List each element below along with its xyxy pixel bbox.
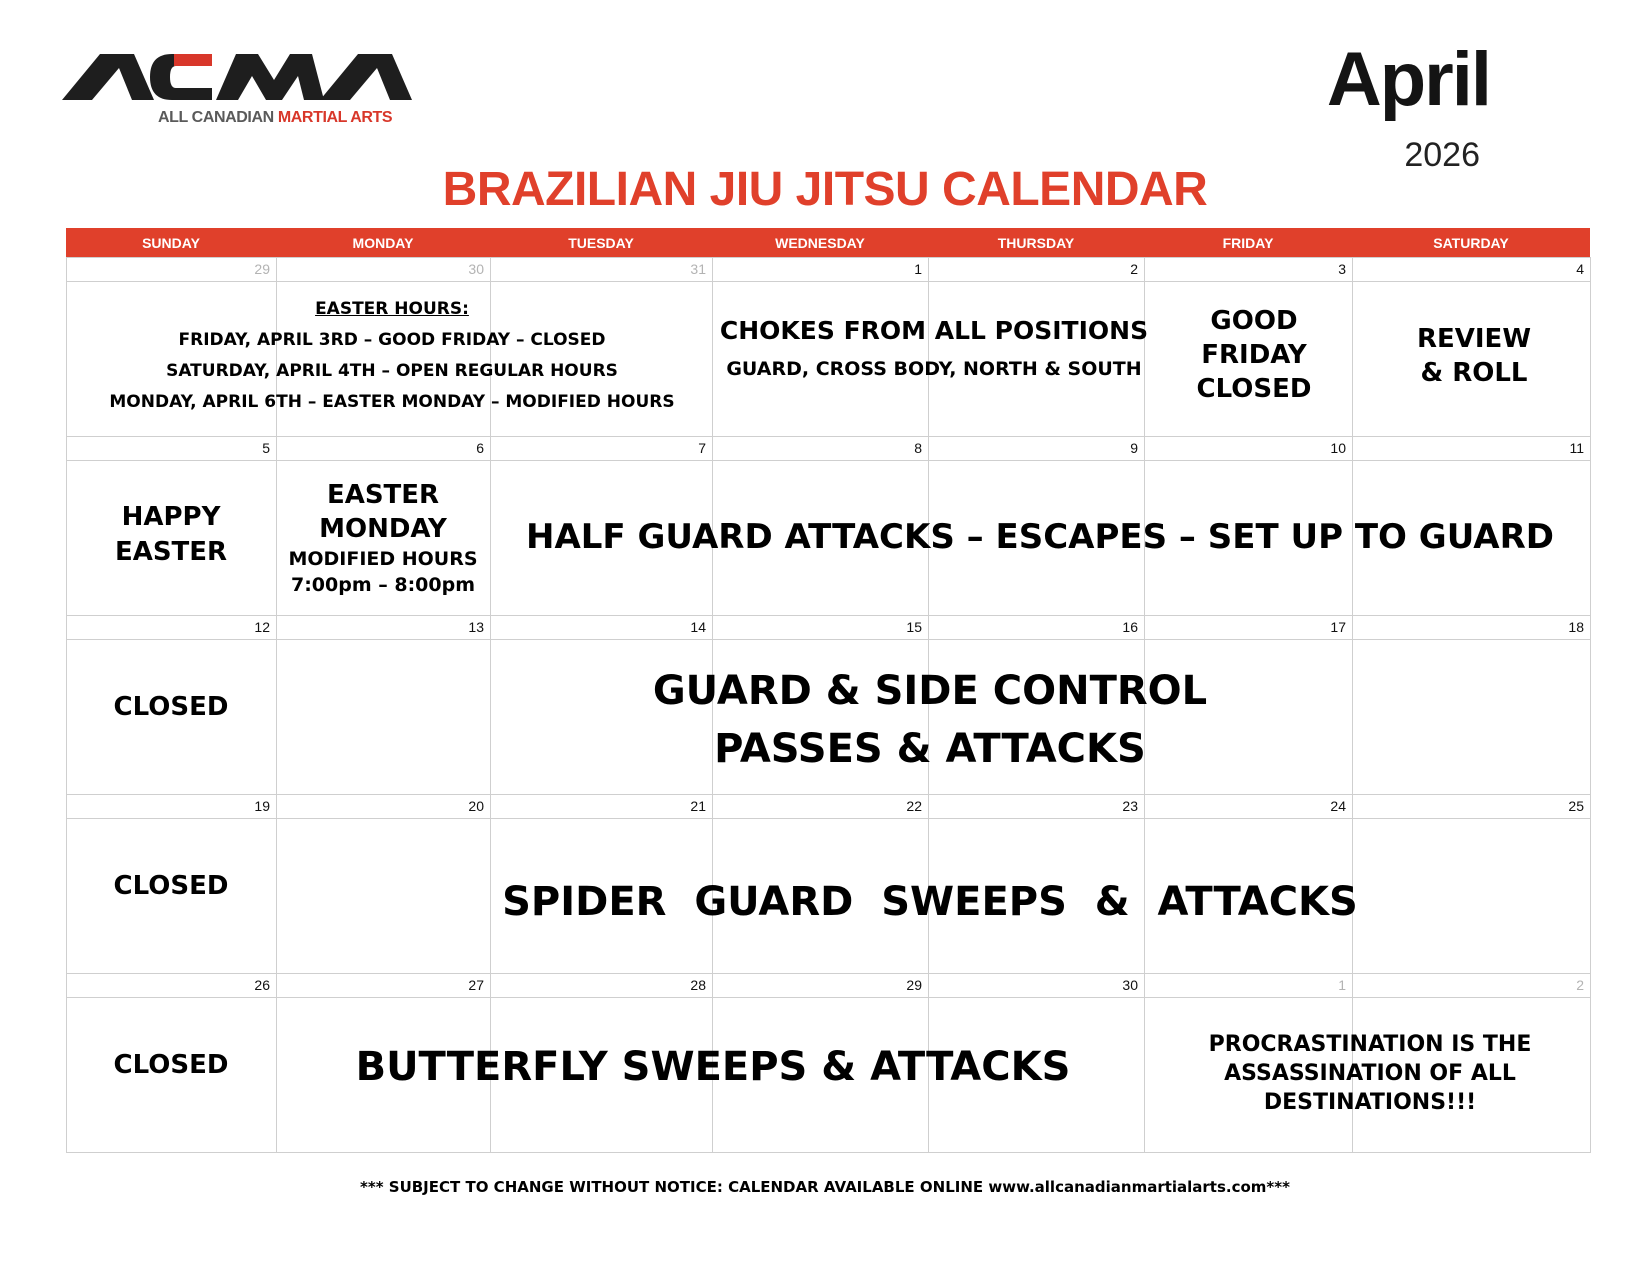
happy-easter-line: HAPPY: [121, 502, 221, 532]
weekday-monday: MONDAY: [352, 235, 414, 251]
week-divider-line: [66, 436, 1590, 437]
day-number: 5: [262, 440, 270, 456]
date-row-divider-line: [66, 639, 1590, 640]
weekday-sunday: SUNDAY: [142, 235, 200, 251]
weekday-tuesday: TUESDAY: [568, 235, 634, 251]
day-number: 18: [1568, 619, 1584, 635]
happy-easter-event: [66, 500, 276, 570]
day-number: 22: [906, 798, 922, 814]
year-label: 2026: [1404, 136, 1480, 174]
butterfly-event: BUTTERFLY SWEEPS & ATTACKS: [355, 1044, 1071, 1090]
week-divider-line: [66, 257, 1590, 258]
day-number: 10: [1330, 440, 1346, 456]
week-divider-line: [66, 794, 1590, 795]
day-number: 26: [254, 977, 270, 993]
week-divider-line: [66, 973, 1590, 974]
month-title: April: [1326, 37, 1490, 122]
closed-label: CLOSED: [113, 1050, 229, 1080]
logo-tagline-part1: ALL CANADIAN: [158, 109, 274, 126]
review-roll-line: & ROLL: [1420, 358, 1528, 388]
day-number: 29: [254, 261, 270, 277]
day-number: 16: [1122, 619, 1138, 635]
day-number: 19: [254, 798, 270, 814]
day-number: 30: [1122, 977, 1138, 993]
easter-hours-title: EASTER HOURS:: [315, 299, 469, 319]
closed-label: CLOSED: [113, 871, 229, 901]
guard-side-control-event: [490, 662, 1370, 778]
day-column-line: [1590, 257, 1591, 1153]
day-number: 2: [1130, 261, 1138, 277]
date-row-divider-line: [66, 281, 1590, 282]
day-number: 9: [1130, 440, 1138, 456]
day-number: 2: [1576, 977, 1584, 993]
day-number: 28: [690, 977, 706, 993]
easter-hours-line: SATURDAY, APRIL 4TH – OPEN REGULAR HOURS: [166, 361, 618, 381]
review-roll-event: [1358, 322, 1590, 390]
day-number: 13: [468, 619, 484, 635]
easter-monday-times: 7:00pm – 8:00pm: [290, 574, 476, 596]
weekday-thursday: THURSDAY: [997, 235, 1075, 251]
good-friday-event: [1150, 304, 1358, 406]
day-number: 15: [906, 619, 922, 635]
date-row-divider-line: [66, 818, 1590, 819]
good-friday-line: CLOSED: [1196, 374, 1312, 404]
day-number: 23: [1122, 798, 1138, 814]
day-number: 7: [698, 440, 706, 456]
day-number: 3: [1338, 261, 1346, 277]
closed-label: CLOSED: [113, 692, 229, 722]
guard-side-line: PASSES & ATTACKS: [714, 726, 1146, 772]
day-number: 6: [476, 440, 484, 456]
logo-tagline-part2: MARTIAL ARTS: [277, 109, 393, 126]
day-number: 1: [914, 261, 922, 277]
day-number: 30: [468, 261, 484, 277]
weekday-wednesday: WEDNESDAY: [775, 235, 865, 251]
calendar-bottom-line: [66, 1152, 1590, 1153]
weekday-saturday: SATURDAY: [1433, 235, 1509, 251]
day-number: 4: [1576, 261, 1584, 277]
quote-line: ASSASSINATION OF ALL: [1224, 1061, 1516, 1086]
chokes-event-subtitle: GUARD, CROSS BODY, NORTH & SOUTH: [726, 358, 1142, 380]
day-number: 21: [690, 798, 706, 814]
date-row-divider-line: [66, 460, 1590, 461]
good-friday-line: GOOD: [1210, 306, 1298, 336]
day-number: 8: [914, 440, 922, 456]
easter-hours-notice: [66, 294, 718, 418]
footer-notice: *** SUBJECT TO CHANGE WITHOUT NOTICE: CALENDAR AVAILABLE ONLINE www.allcanadianmartialarts.com***: [360, 1178, 1290, 1196]
easter-hours-line: MONDAY, APRIL 6TH – EASTER MONDAY – MODIFIED HOURS: [109, 392, 675, 412]
day-number: 12: [254, 619, 270, 635]
day-number: 24: [1330, 798, 1346, 814]
chokes-event-title: CHOKES FROM ALL POSITIONS: [719, 316, 1149, 345]
spider-guard-event: SPIDER GUARD SWEEPS & ATTACKS: [502, 879, 1358, 925]
weekday-friday: FRIDAY: [1222, 235, 1274, 251]
easter-hours-line: FRIDAY, APRIL 3RD – GOOD FRIDAY – CLOSED: [178, 330, 606, 350]
easter-monday-modified: MODIFIED HOURS: [288, 548, 478, 570]
day-number: 31: [690, 261, 706, 277]
good-friday-line: FRIDAY: [1201, 340, 1307, 370]
day-number: 17: [1330, 619, 1346, 635]
quote-line: DESTINATIONS!!!: [1263, 1090, 1477, 1115]
review-roll-line: REVIEW: [1416, 324, 1532, 354]
easter-monday-event: [276, 478, 490, 598]
day-number: 1: [1338, 977, 1346, 993]
easter-monday-line: EASTER: [326, 480, 440, 510]
quote-event: [1150, 1030, 1590, 1117]
day-number: 25: [1568, 798, 1584, 814]
guard-side-line: GUARD & SIDE CONTROL: [652, 668, 1208, 714]
day-number: 20: [468, 798, 484, 814]
day-number: 29: [906, 977, 922, 993]
date-row-divider-line: [66, 997, 1590, 998]
easter-monday-line: MONDAY: [319, 514, 447, 544]
day-number: 14: [690, 619, 706, 635]
happy-easter-line: EASTER: [114, 537, 228, 567]
quote-line: PROCRASTINATION IS THE: [1208, 1032, 1532, 1057]
week-divider-line: [66, 615, 1590, 616]
day-number: 11: [1569, 440, 1584, 456]
day-number: 27: [468, 977, 484, 993]
calendar-title: BRAZILIAN JIU JITSU CALENDAR: [442, 163, 1208, 216]
half-guard-event: HALF GUARD ATTACKS – ESCAPES – SET UP TO GUARD: [525, 517, 1554, 557]
